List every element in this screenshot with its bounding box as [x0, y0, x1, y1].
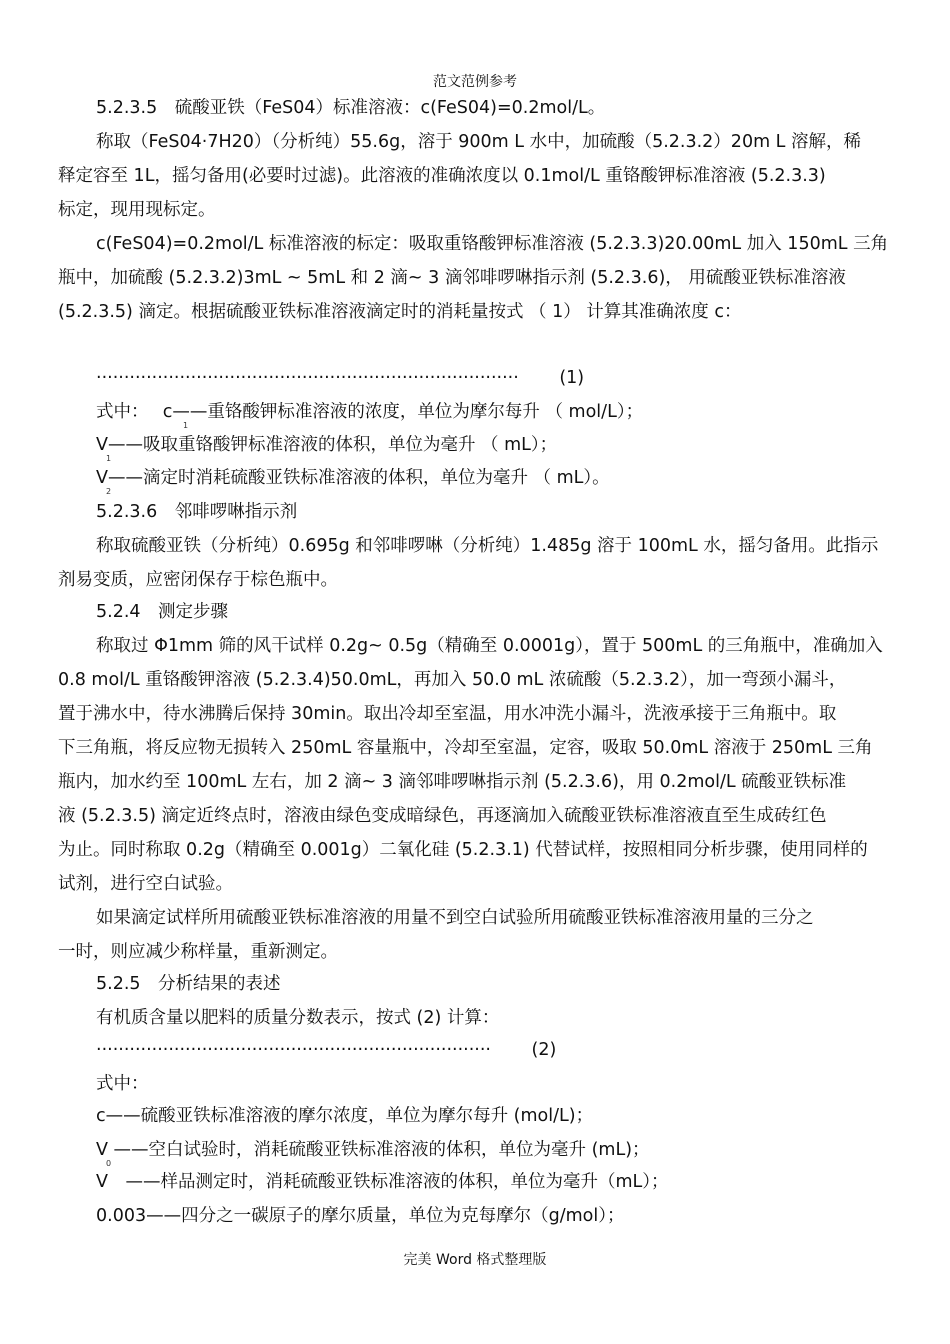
text-line: 称取硫酸亚铁（分析纯）0.695g 和邻啡啰啉（分析纯）1.485g 溶于 100mL 水，摇匀备用。此指示 — [96, 536, 879, 556]
text-line: 一时，则应减少称样量，重新测定。 — [58, 942, 338, 962]
text-line: 剂易变质，应密闭保存于棕色瓶中。 — [58, 570, 338, 590]
text-line: 为止。同时称取 0.2g（精确至 0.001g）二氧化硅 (5.2.3.1) 代替试样，按照相同分析步骤，使用同样的 — [58, 840, 868, 860]
subscript: 1 — [183, 421, 189, 430]
text-line: 0.8 mol/L 重铬酸钾溶液 (5.2.3.4)50.0mL，再加入 50.0 mL 浓硫酸（5.2.3.2），加一弯颈小漏斗， — [58, 670, 847, 690]
section-heading: 5.2.4 测定步骤 — [96, 602, 229, 622]
formula-placeholder-1: ············································································ (1) — [96, 368, 585, 388]
text-line: 标定，现用现标定。 — [58, 200, 216, 220]
text-line: V——吸取重铬酸钾标准溶液的体积，单位为毫升 （ mL）； — [96, 435, 558, 455]
text-line: 释定容至 1L，摇匀备用(必要时过滤)。此溶液的准确浓度以 0.1mol/L 重铬酸钾标准溶液 (5.2.3.3) — [58, 166, 826, 186]
text-line: 式中： — [96, 1074, 149, 1094]
subscript: 2 — [106, 487, 112, 496]
text-line: 式中： c——重铬酸钾标准溶液的浓度，单位为摩尔每升 （ mol/L）； — [96, 402, 644, 422]
text-line: 称取过 Φ1mm 筛的风干试样 0.2g~ 0.5g（精确至 0.0001g），置于 500mL 的三角瓶中，准确加入 — [96, 636, 883, 656]
text-line: c(FeS04)=0.2mol/L 标准溶液的标定：吸取重铬酸钾标准溶液 (5.2.3.3)20.00mL 加入 150mL 三角 — [96, 234, 889, 254]
text-line: 如果滴定试样所用硫酸亚铁标准溶液的用量不到空白试验所用硫酸亚铁标准溶液用量的三分之 — [96, 908, 814, 928]
text-line: 瓶内，加水约至 100mL 左右，加 2 滴~ 3 滴邻啡啰啉指示剂 (5.2.3.6)，用 0.2mol/L 硫酸亚铁标准 — [58, 772, 847, 792]
page-header: 范文范例参考 — [433, 74, 517, 90]
text-line: V——滴定时消耗硫酸亚铁标准溶液的体积，单位为毫升 （ mL）。 — [96, 468, 610, 488]
section-heading: 5.2.3.6 邻啡啰啉指示剂 — [96, 502, 298, 522]
text-line: 称取（FeS04·7H20）（分析纯）55.6g，溶于 900m L 水中，加硫酸（5.2.3.2）20m L 溶解，稀 — [96, 132, 861, 152]
text-line: 有机质含量以肥料的质量分数表示，按式 (2) 计算： — [96, 1008, 500, 1028]
text-line: c——硫酸亚铁标准溶液的摩尔浓度，单位为摩尔每升 (mol/L)； — [96, 1106, 594, 1126]
text-line: 下三角瓶，将反应物无损转入 250mL 容量瓶中，冷却至室温，定容，吸取 50.0mL 溶液于 250mL 三角 — [58, 738, 873, 758]
text-line: 试剂，进行空白试验。 — [58, 874, 233, 894]
text-line: 置于沸水中，待水沸腾后保持 30min。取出冷却至室温，用水冲洗小漏斗，洗液承接于三角瓶中。取 — [58, 704, 837, 724]
text-line: V ——样品测定时，消耗硫酸亚铁标准溶液的体积，单位为毫升（mL）； — [96, 1172, 669, 1192]
text-line: 液 (5.2.3.5) 滴定近终点时，溶液由绿色变成暗绿色，再逐滴加入硫酸亚铁标准溶液直至生成砖红色 — [58, 806, 827, 826]
text-line: 5.2.3.5 硫酸亚铁（FeS04）标准溶液：c(FeS04)=0.2mol/L。 — [96, 98, 606, 118]
section-heading: 5.2.5 分析结果的表述 — [96, 974, 281, 994]
formula-placeholder-2: ······································································· (2) — [96, 1040, 557, 1060]
text-line: (5.2.3.5) 滴定。根据硫酸亚铁标准溶液滴定时的消耗量按式 （ 1） 计算其准确浓度 c： — [58, 302, 742, 322]
text-line: 0.003——四分之一碳原子的摩尔质量，单位为克每摩尔（g/mol）； — [96, 1206, 625, 1226]
page-footer: 完美 Word 格式整理版 — [403, 1252, 547, 1268]
subscript: 1 — [106, 454, 112, 463]
subscript: 0 — [106, 1159, 112, 1168]
text-line: V ——空白试验时，消耗硫酸亚铁标准溶液的体积，单位为毫升 (mL)； — [96, 1140, 650, 1160]
text-line: 瓶中，加硫酸 (5.2.3.2)3mL ~ 5mL 和 2 滴~ 3 滴邻啡啰啉指示剂 (5.2.3.6)， 用硫酸亚铁标准溶液 — [58, 268, 846, 288]
